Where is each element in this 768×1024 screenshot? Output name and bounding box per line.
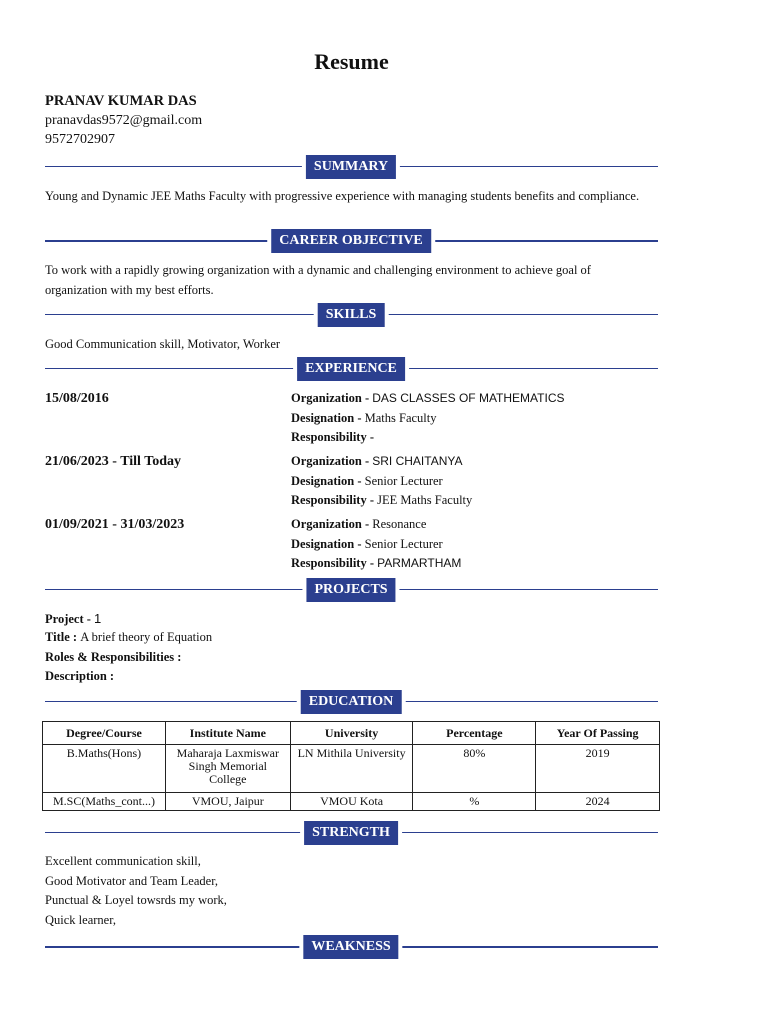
skills-text: Good Communication skill, Motivator, Worker	[45, 337, 281, 351]
column-header: Year Of Passing	[536, 722, 660, 745]
table-cell: 2024	[536, 793, 660, 811]
project-number: Project - 1	[45, 611, 102, 626]
table-cell: Maharaja Laxmiswar Singh Memorial College	[165, 745, 290, 793]
section-label: EDUCATION	[301, 690, 402, 714]
strength-item: Good Motivator and Team Leader,	[45, 874, 218, 888]
experience-designation: Designation - Senior Lecturer	[291, 537, 443, 551]
column-header: Percentage	[413, 722, 536, 745]
career-objective-text: To work with a rapidly growing organization with a dynamic and challenging environment to achieve goal of organization with my best efforts.	[45, 263, 591, 297]
project-title: Title : A brief theory of Equation	[45, 630, 213, 644]
section-label: STRENGTH	[304, 821, 398, 845]
table-cell: 80%	[413, 745, 536, 793]
experience-date: 21/06/2023 - Till Today	[45, 454, 182, 469]
column-header: Degree/Course	[43, 722, 166, 745]
table-row	[43, 745, 660, 793]
section-header-summary	[45, 155, 658, 179]
section-label: SKILLS	[318, 303, 385, 327]
phone-text: 9572702907	[45, 132, 115, 147]
section-label: WEAKNESS	[303, 935, 398, 959]
experience-responsibility: Responsibility - JEE Maths Faculty	[291, 493, 473, 507]
experience-date: 15/08/2016	[45, 391, 109, 406]
table-cell: VMOU Kota	[290, 793, 413, 811]
section-label: SUMMARY	[306, 155, 396, 179]
experience-organization: Organization - SRI CHAITANYA	[291, 454, 463, 468]
experience-responsibility: Responsibility - PARMARTHAM	[291, 556, 462, 570]
section-header-career-objective	[45, 229, 658, 253]
page-title: Resume	[314, 49, 389, 74]
table-cell: VMOU, Jaipur	[165, 793, 290, 811]
column-header: University	[290, 722, 413, 745]
section-header-experience	[45, 357, 658, 381]
strength-item: Excellent communication skill,	[45, 854, 201, 868]
candidate-name: PRANAV KUMAR DAS	[45, 93, 197, 109]
section-label: EXPERIENCE	[297, 357, 405, 381]
table-cell: M.SC(Maths_cont...)	[43, 793, 166, 811]
experience-date: 01/09/2021 - 31/03/2023	[45, 517, 185, 532]
table-cell: B.Maths(Hons)	[43, 745, 166, 793]
experience-organization: Organization - Resonance	[291, 517, 427, 531]
section-header-skills	[45, 303, 658, 327]
table-cell: %	[413, 793, 536, 811]
section-header-strength	[45, 821, 658, 845]
strength-item: Quick learner,	[45, 913, 116, 927]
email-text: pranavdas9572@gmail.com	[45, 113, 203, 128]
section-header-weakness	[45, 935, 658, 959]
project-roles: Roles & Responsibilities :	[45, 650, 182, 664]
table-row	[43, 793, 660, 811]
project-description: Description :	[45, 669, 115, 683]
column-header: Institute Name	[165, 722, 290, 745]
section-label: CAREER OBJECTIVE	[271, 229, 431, 253]
section-header-projects	[45, 578, 658, 602]
section-header-education	[45, 690, 658, 714]
strength-item: Punctual & Loyel towsrds my work,	[45, 893, 227, 907]
table-cell: LN Mithila University	[290, 745, 413, 793]
experience-designation: Designation - Senior Lecturer	[291, 474, 443, 488]
section-label: PROJECTS	[306, 578, 395, 602]
summary-text: Young and Dynamic JEE Maths Faculty with progressive experience with managing students benefits and compliance.	[45, 189, 640, 203]
experience-organization: Organization - DAS CLASSES OF MATHEMATICS	[291, 391, 565, 405]
experience-responsibility: Responsibility -	[291, 430, 375, 444]
education-table	[42, 721, 660, 811]
table-header-row	[43, 722, 660, 745]
experience-designation: Designation - Maths Faculty	[291, 411, 437, 425]
table-cell: 2019	[536, 745, 660, 793]
